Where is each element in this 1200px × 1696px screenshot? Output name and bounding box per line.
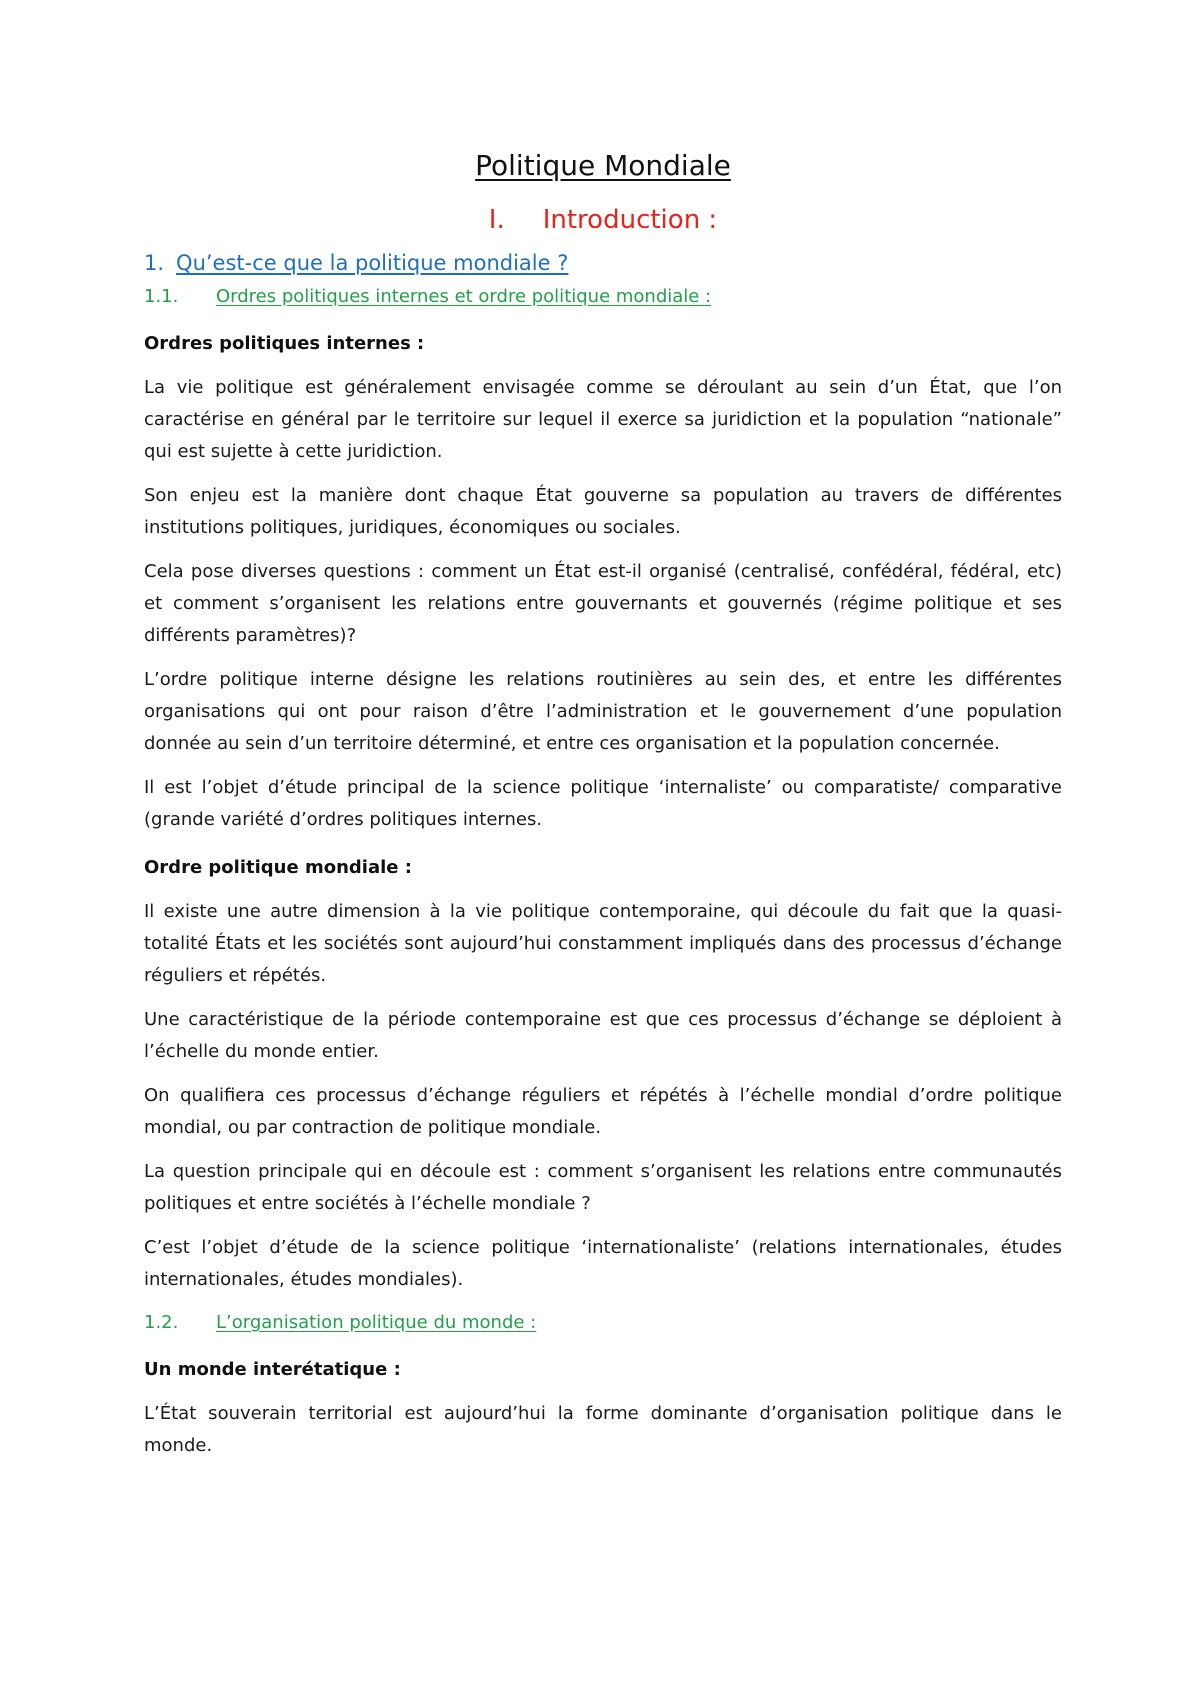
section-number: 1. <box>144 251 165 275</box>
paragraph: L’État souverain territorial est aujourd’hui la forme dominante d’organisation politique dans le monde. <box>144 1403 1062 1456</box>
paragraph: On qualifiera ces processus d’échange réguliers et répétés à l’échelle mondial d’ordre politique mondial, ou par contraction de politique mondiale. <box>144 1085 1062 1138</box>
document-body <box>144 142 1062 1462</box>
part-label: Introduction : <box>542 205 718 235</box>
subsection-label: L’organisation politique du monde : <box>216 1312 537 1333</box>
subsection-label: Ordres politiques internes et ordre politique mondiale : <box>216 286 712 307</box>
paragraph: Il existe une autre dimension à la vie politique contemporaine, qui découle du fait que la quasi-totalité États et les sociétés sont aujourd’hui constamment impliqués dans des processus d’échange réguliers et répétés. <box>144 901 1062 986</box>
part-number: I. <box>488 205 505 235</box>
subsection-heading-1-1 <box>144 282 1062 312</box>
block-heading-internes: Ordres politiques internes : <box>144 333 425 354</box>
paragraph: L’ordre politique interne désigne les relations routinières au sein des, et entre les différentes organisations qui ont pour raison d’être l’administration et le gouvernement d’une population donnée au sein d’un territoire déterminé, et entre ces organisation et la population concernée. <box>144 669 1062 754</box>
paragraph: Il est l’objet d’étude principal de la science politique ‘internaliste’ ou comparatiste/ comparative (grande variété d’ordres politiques internes. <box>144 777 1062 830</box>
section-heading-1 <box>144 246 1062 280</box>
paragraph: La question principale qui en découle est : comment s’organisent les relations entre communautés politiques et entre sociétés à l’échelle mondiale ? <box>144 1161 1062 1214</box>
section-label: Qu’est-ce que la politique mondiale ? <box>176 251 569 275</box>
paragraph: La vie politique est généralement envisagée comme se déroulant au sein d’un État, que l’on caractérise en général par le territoire sur lequel il exerce sa juridiction et la population “nationale” qui est sujette à cette juridiction. <box>144 377 1062 462</box>
paragraph: Cela pose diverses questions : comment un État est-il organisé (centralisé, confédéral, fédéral, etc) et comment s’organisent les relations entre gouvernants et gouvernés (régime politique et ses différents paramètres)? <box>144 561 1062 646</box>
block-heading-mondiale: Ordre politique mondiale : <box>144 857 412 878</box>
paragraph: C’est l’objet d’étude de la science politique ‘internationaliste’ (relations internationales, études internationales, études mondiales). <box>144 1237 1062 1290</box>
subsection-number: 1.1. <box>144 286 179 307</box>
document-title: Politique Mondiale <box>475 149 731 182</box>
part-heading <box>144 200 1062 240</box>
subsection-heading-1-2 <box>144 1308 1062 1338</box>
block-heading-interetatique: Un monde interétatique : <box>144 1359 401 1380</box>
paragraph: Son enjeu est la manière dont chaque État gouverne sa population au travers de différentes institutions politiques, juridiques, économiques ou sociales. <box>144 485 1062 538</box>
subsection-number: 1.2. <box>144 1312 179 1333</box>
paragraph: Une caractéristique de la période contemporaine est que ces processus d’échange se déploient à l’échelle du monde entier. <box>144 1009 1062 1062</box>
